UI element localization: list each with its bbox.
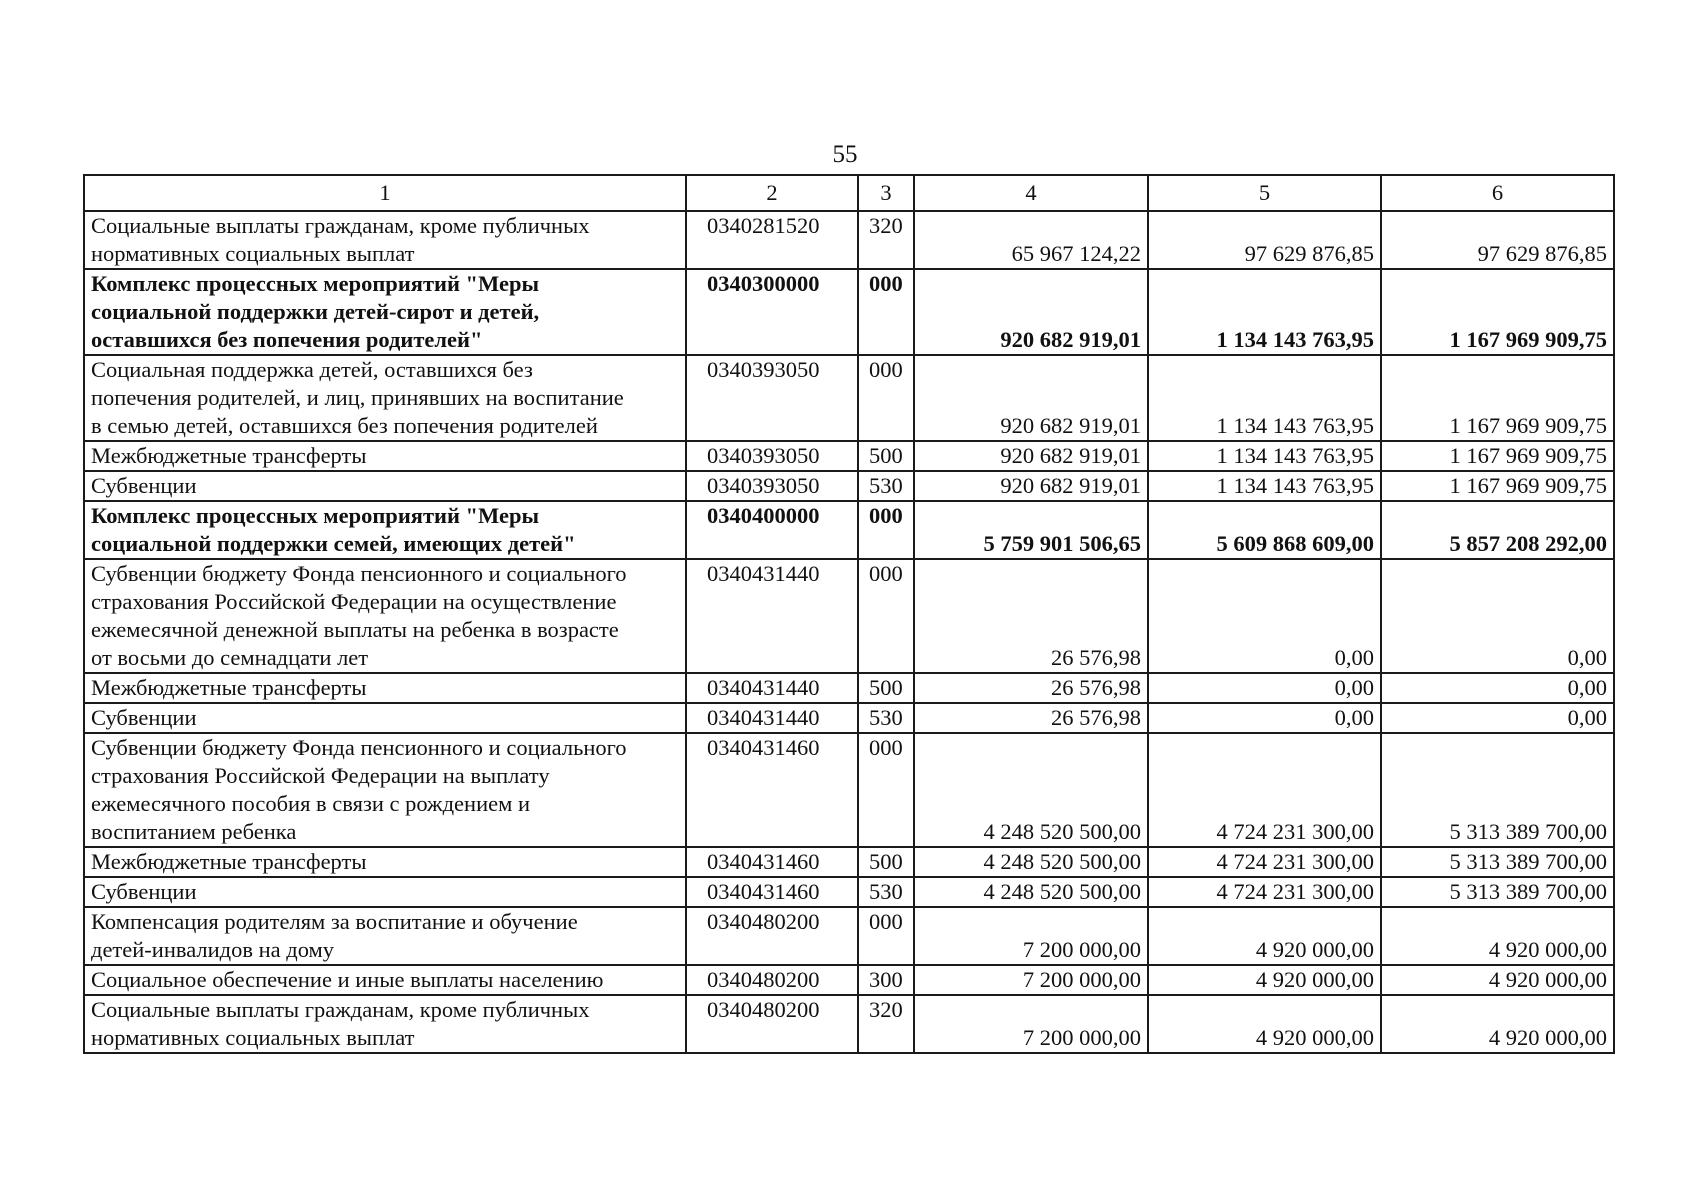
amount-col-4: 920 682 919,01 [914,355,1148,441]
row-description [84,847,686,877]
amount-col-6: 1 167 969 909,75 [1381,269,1614,355]
expense-type-code: 000 [858,733,914,847]
amount-col-4: 920 682 919,01 [914,269,1148,355]
description-line: Субвенции [91,879,197,904]
target-article-code: 0340393050 [686,441,858,471]
target-article-code: 0340480200 [686,907,858,965]
table-row [84,847,1614,877]
description-line: от восьми до семнадцати лет [91,645,369,670]
description-line: оставшихся без попечения родителей" [91,327,483,352]
target-article-code: 0340431440 [686,673,858,703]
table-row [84,471,1614,501]
description-line: попечения родителей, и лиц, принявших на воспитание [91,385,624,410]
table-row [84,211,1614,269]
amount-col-6: 5 313 389 700,00 [1381,877,1614,907]
expense-type-code: 000 [858,907,914,965]
description-line: детей-инвалидов на дому [91,937,335,962]
description-line: страхования Российской Федерации на осуществление [91,589,617,614]
description-line: в семью детей, оставшихся без попечения родителей [91,413,598,438]
amount-col-5: 5 609 868 609,00 [1148,501,1381,559]
column-header: 5 [1148,175,1381,211]
row-description [84,269,686,355]
description-line: Социальные выплаты гражданам, кроме публичных [91,213,590,238]
description-line: ежемесячного пособия в связи с рождением и [91,791,531,816]
amount-col-4: 4 248 520 500,00 [914,733,1148,847]
description-line: Субвенции [91,705,197,730]
row-description [84,733,686,847]
target-article-code: 0340393050 [686,471,858,501]
target-article-code: 0340480200 [686,995,858,1053]
amount-col-4: 4 248 520 500,00 [914,877,1148,907]
amount-col-4: 920 682 919,01 [914,441,1148,471]
table-row [84,673,1614,703]
table-header-row [84,175,1614,211]
expense-type-code: 300 [858,965,914,995]
description-line: нормативных социальных выплат [91,241,415,266]
table-row [84,877,1614,907]
page-number: 55 [832,141,858,168]
description-line: Комплекс процессных мероприятий "Меры [91,503,540,528]
table-row [84,907,1614,965]
description-line: ежемесячной денежной выплаты на ребенка в возрасте [91,617,619,642]
description-line: Комплекс процессных мероприятий "Меры [91,271,540,296]
amount-col-4: 26 576,98 [914,703,1148,733]
description-line: Социальная поддержка детей, оставшихся без [91,357,533,382]
amount-col-5: 1 134 143 763,95 [1148,441,1381,471]
amount-col-4: 7 200 000,00 [914,907,1148,965]
amount-col-4: 920 682 919,01 [914,471,1148,501]
row-description [84,673,686,703]
expense-type-code: 000 [858,269,914,355]
expense-type-code: 000 [858,559,914,673]
target-article-code: 0340480200 [686,965,858,995]
description-line: Межбюджетные трансферты [91,849,367,874]
column-header: 4 [914,175,1148,211]
amount-col-6: 0,00 [1381,673,1614,703]
description-line: воспитанием ребенка [91,819,297,844]
amount-col-5: 4 724 231 300,00 [1148,847,1381,877]
table-row [84,995,1614,1053]
expense-type-code: 530 [858,703,914,733]
row-description [84,965,686,995]
table-row [84,965,1614,995]
description-line: Компенсация родителям за воспитание и обучение [91,909,578,934]
column-header: 2 [686,175,858,211]
amount-col-4: 4 248 520 500,00 [914,847,1148,877]
row-description [84,559,686,673]
amount-col-6: 0,00 [1381,559,1614,673]
column-header: 3 [858,175,914,211]
row-description [84,441,686,471]
amount-col-6: 4 920 000,00 [1381,965,1614,995]
amount-col-4: 65 967 124,22 [914,211,1148,269]
expense-type-code: 320 [858,995,914,1053]
table-row [84,269,1614,355]
target-article-code: 0340393050 [686,355,858,441]
row-description [84,355,686,441]
expense-type-code: 530 [858,471,914,501]
expense-type-code: 000 [858,501,914,559]
amount-col-5: 1 134 143 763,95 [1148,269,1381,355]
amount-col-5: 0,00 [1148,673,1381,703]
expense-type-code: 500 [858,847,914,877]
amount-col-6: 0,00 [1381,703,1614,733]
target-article-code: 0340431460 [686,733,858,847]
table-row [84,441,1614,471]
target-article-code: 0340400000 [686,501,858,559]
description-line: Межбюджетные трансферты [91,675,367,700]
amount-col-6: 1 167 969 909,75 [1381,355,1614,441]
table-row [84,733,1614,847]
target-article-code: 0340431440 [686,703,858,733]
description-line: Социальные выплаты гражданам, кроме публичных [91,997,590,1022]
description-line: Межбюджетные трансферты [91,443,367,468]
table-row [84,559,1614,673]
amount-col-6: 5 313 389 700,00 [1381,847,1614,877]
target-article-code: 0340281520 [686,211,858,269]
amount-col-5: 97 629 876,85 [1148,211,1381,269]
amount-col-4: 7 200 000,00 [914,965,1148,995]
amount-col-5: 0,00 [1148,559,1381,673]
budget-table [83,174,1615,1054]
amount-col-5: 4 920 000,00 [1148,995,1381,1053]
amount-col-5: 4 920 000,00 [1148,965,1381,995]
amount-col-5: 4 920 000,00 [1148,907,1381,965]
table-row [84,501,1614,559]
expense-type-code: 530 [858,877,914,907]
expense-type-code: 000 [858,355,914,441]
description-line: Социальное обеспечение и иные выплаты населению [91,967,604,992]
row-description [84,471,686,501]
amount-col-6: 1 167 969 909,75 [1381,441,1614,471]
amount-col-6: 5 313 389 700,00 [1381,733,1614,847]
description-line: Субвенции [91,473,197,498]
table-row [84,355,1614,441]
amount-col-5: 1 134 143 763,95 [1148,355,1381,441]
row-description [84,907,686,965]
target-article-code: 0340431460 [686,877,858,907]
amount-col-4: 26 576,98 [914,673,1148,703]
description-line: Субвенции бюджету Фонда пенсионного и социального [91,561,627,586]
amount-col-4: 26 576,98 [914,559,1148,673]
description-line: Субвенции бюджету Фонда пенсионного и социального [91,735,627,760]
target-article-code: 0340431460 [686,847,858,877]
target-article-code: 0340431440 [686,559,858,673]
row-description [84,995,686,1053]
description-line: нормативных социальных выплат [91,1025,415,1050]
amount-col-5: 1 134 143 763,95 [1148,471,1381,501]
row-description [84,211,686,269]
amount-col-6: 5 857 208 292,00 [1381,501,1614,559]
expense-type-code: 320 [858,211,914,269]
amount-col-6: 97 629 876,85 [1381,211,1614,269]
amount-col-5: 4 724 231 300,00 [1148,877,1381,907]
row-description [84,501,686,559]
row-description [84,877,686,907]
amount-col-6: 4 920 000,00 [1381,995,1614,1053]
column-header: 1 [84,175,686,211]
expense-type-code: 500 [858,673,914,703]
description-line: страхования Российской Федерации на выплату [91,763,550,788]
amount-col-6: 1 167 969 909,75 [1381,471,1614,501]
amount-col-4: 5 759 901 506,65 [914,501,1148,559]
column-header: 6 [1381,175,1614,211]
amount-col-5: 0,00 [1148,703,1381,733]
row-description [84,703,686,733]
description-line: социальной поддержки семей, имеющих детей" [91,531,576,556]
expense-type-code: 500 [858,441,914,471]
amount-col-6: 4 920 000,00 [1381,907,1614,965]
description-line: социальной поддержки детей-сирот и детей, [91,299,540,324]
amount-col-4: 7 200 000,00 [914,995,1148,1053]
target-article-code: 0340300000 [686,269,858,355]
amount-col-5: 4 724 231 300,00 [1148,733,1381,847]
table-row [84,703,1614,733]
